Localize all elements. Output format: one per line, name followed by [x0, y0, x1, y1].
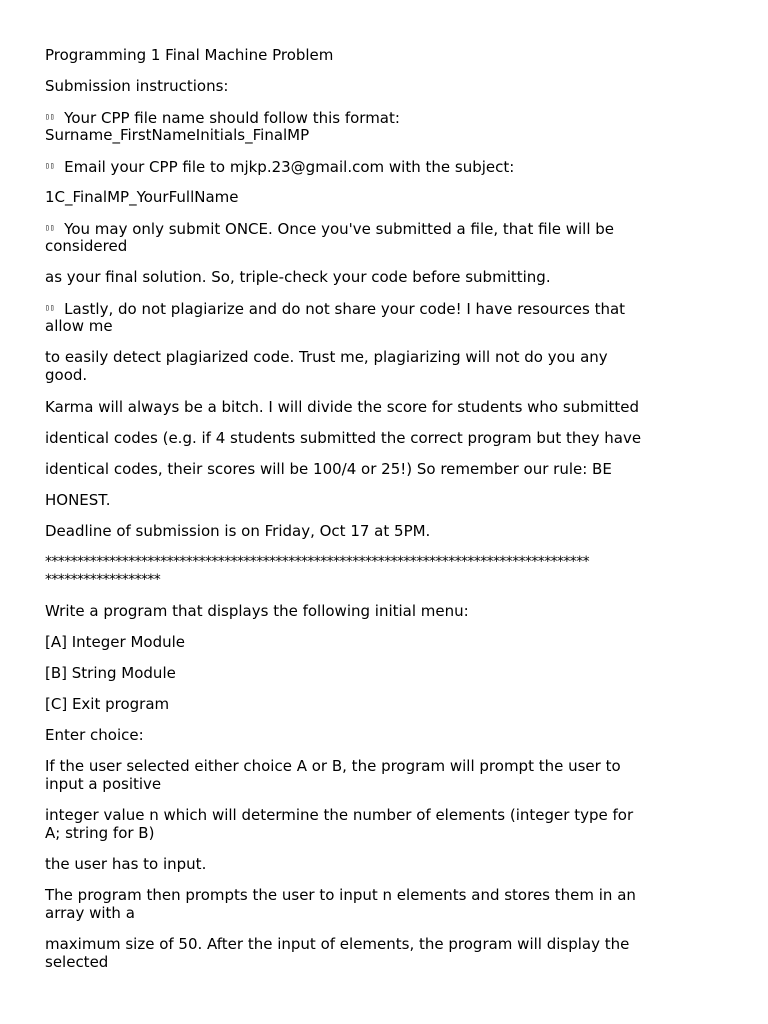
problem-paragraph-5: maximum size of 50. After the input of elements, the program will display the — [45, 935, 630, 953]
deadline: Deadline of submission is on Friday, Oct 17 at 5PM. — [45, 522, 431, 540]
separator-line-cont: ****************** — [45, 572, 161, 588]
menu-item-exit: [C] Exit program — [45, 695, 170, 713]
separator-line: ************************************************************************************* — [45, 554, 590, 570]
instruction-submit-once: ▯▯ You may only submit ONCE. Once you've submitted a file, that file will be — [45, 220, 615, 238]
document-title: Programming 1 Final Machine Problem — [45, 46, 334, 64]
problem-paragraph-5-cont: selected — [45, 953, 109, 971]
karma-line-4: HONEST. — [45, 491, 111, 509]
menu-prompt: Enter choice: — [45, 726, 144, 744]
problem-intro: Write a program that displays the following initial menu: — [45, 602, 469, 620]
problem-paragraph-4: The program then prompts the user to input n elements and stores them in an — [45, 886, 636, 904]
karma-line-3: identical codes, their scores will be 100/4 or 25!) So remember our rule: BE — [45, 460, 612, 478]
bullet-icon: ▯▯ — [45, 112, 55, 121]
submission-heading: Submission instructions: — [45, 77, 229, 95]
instruction-detect: to easily detect plagiarized code. Trust me, plagiarizing will not do you any — [45, 348, 608, 366]
instruction-filename-format: Surname_FirstNameInitials_FinalMP — [45, 126, 310, 144]
instruction-plagiarism-cont: allow me — [45, 317, 113, 335]
problem-paragraph-2: integer value n which will determine the number of elements (integer type for — [45, 806, 634, 824]
problem-paragraph-3: the user has to input. — [45, 855, 207, 873]
karma-line-2: identical codes (e.g. if 4 students submitted the correct program but they have — [45, 429, 642, 447]
instruction-filename: ▯▯ Your CPP file name should follow this format: — [45, 109, 400, 127]
problem-paragraph-1: If the user selected either choice A or B, the program will prompt the user to — [45, 757, 621, 775]
instruction-final-solution: as your final solution. So, triple-check your code before submitting. — [45, 268, 551, 286]
instruction-detect-cont: good. — [45, 366, 88, 384]
bullet-icon: ▯▯ — [45, 223, 55, 232]
problem-paragraph-1-cont: input a positive — [45, 775, 162, 793]
instruction-submit-once-cont: considered — [45, 237, 128, 255]
instruction-plagiarism: ▯▯ Lastly, do not plagiarize and do not share your code! I have resources that — [45, 300, 626, 318]
problem-paragraph-2-cont: A; string for B) — [45, 824, 155, 842]
bullet-icon: ▯▯ — [45, 161, 55, 170]
karma-line-1: Karma will always be a bitch. I will divide the score for students who submitted — [45, 398, 640, 416]
menu-item-integer: [A] Integer Module — [45, 633, 186, 651]
menu-item-string: [B] String Module — [45, 664, 176, 682]
instruction-email-subject: 1C_FinalMP_YourFullName — [45, 188, 239, 206]
instruction-email: ▯▯ Email your CPP file to mjkp.23@gmail.com with the subject: — [45, 158, 515, 176]
problem-paragraph-4-cont: array with a — [45, 904, 135, 922]
bullet-icon: ▯▯ — [45, 303, 55, 312]
